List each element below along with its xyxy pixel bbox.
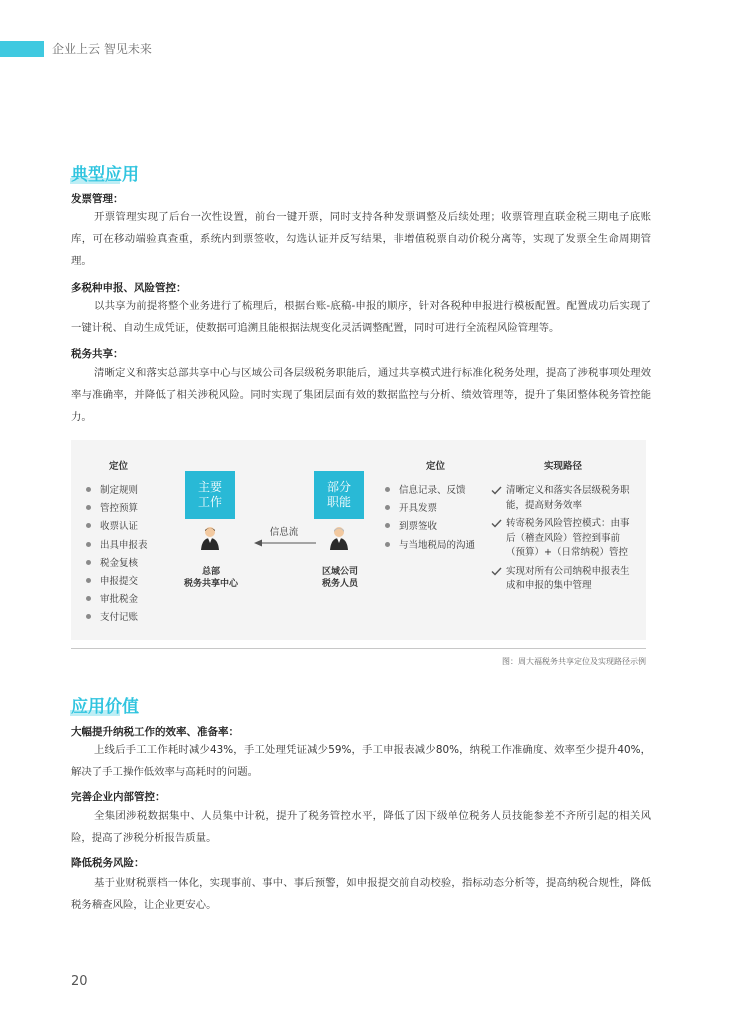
hq-duty-item: 支付记账 xyxy=(86,609,148,627)
figure-caption: 图：周大福税务共享定位及实现路径示例 xyxy=(502,657,646,666)
left-position-heading: 定位 xyxy=(109,461,129,472)
region-caption-line: 区域公司 xyxy=(321,567,358,577)
page-number: 20 xyxy=(71,974,88,989)
hq-duty-item: 出具申报表 xyxy=(86,537,148,555)
subheading-efficiency: 大幅提升纳税工作的效率、准备率： xyxy=(71,726,239,738)
region-duty-item: 与当地税局的沟通 xyxy=(385,537,475,555)
hq-duty-item: 申报提交 xyxy=(86,573,148,591)
figure-divider xyxy=(71,648,646,649)
paragraph-invoice-management: 开票管理实现了后台一次性设置，前台一键开票，同时支持各种发票调整及后续处理；收票管理直联金税三期电子底账库，可在移动端验真查重，系统内到票签收，勾选认证并反写结果，非增值税票自动价税分离等，实现了发票全生命周期管理。 xyxy=(71,211,651,267)
hq-duty-item: 审批税金 xyxy=(86,591,148,609)
region-box-line: 职能 xyxy=(326,495,351,509)
paragraph-tax-risk: 基于业财税票档一体化，实现事前、事中、事后预警，如申报提交前自动校验，指标动态分析等，提高纳税合规性，降低税务稽查风险，让企业更安心。 xyxy=(71,877,651,911)
paragraph-tax-sharing: 清晰定义和落实总部共享中心与区域公司各层级税务职能后，通过共享模式进行标准化税务处理，提高了涉税事项处理效率与准确率，并降低了相关涉税风险。同时实现了集团层面有效的数据监控与分析、绩效管理等，提升了集团整体税务管控能力。 xyxy=(71,367,651,423)
section-title-application-value: 应用价值 xyxy=(71,692,139,717)
subheading-internal-control: 完善企业内部管控： xyxy=(71,791,166,803)
region-person-icon xyxy=(329,526,349,550)
region-caption-line: 税务人员 xyxy=(321,579,358,589)
header-slogan: 企业上云 智见未来 xyxy=(52,42,152,56)
region-caption xyxy=(305,566,375,590)
section-title-typical-applications: 典型应用 xyxy=(71,160,139,185)
hq-person-icon xyxy=(200,526,220,550)
region-duty-item: 到票签收 xyxy=(385,518,475,536)
subheading-tax-sharing: 税务共享： xyxy=(71,348,124,360)
implementation-path-item xyxy=(491,565,631,594)
implementation-path-text: 实现对所有公司纳税申报表生成和申报的集中管理 xyxy=(506,565,630,591)
information-flow-label: 信息流 xyxy=(269,527,299,538)
hq-box-line: 工作 xyxy=(197,495,222,509)
paragraph-efficiency: 上线后手工工作耗时减少43%，手工处理凭证减少59%，手工申报表减少80%，纳税工作准确度、效率至少提升40%，解决了手工操作低效率与高耗时的问题。 xyxy=(71,744,651,778)
subheading-multi-tax-filing: 多税种申报、风险管控： xyxy=(71,282,187,294)
implementation-path-heading: 实现路径 xyxy=(544,461,583,472)
hq-caption xyxy=(176,566,246,590)
hq-duty-item: 制定规则 xyxy=(86,482,148,500)
hq-caption-line: 总部 xyxy=(201,567,220,577)
mid-position-heading: 定位 xyxy=(426,461,446,472)
region-duty-item: 信息记录、反馈 xyxy=(385,482,475,500)
information-flow-arrow-icon xyxy=(254,538,316,548)
check-icon xyxy=(491,567,502,576)
hq-box-line: 主要 xyxy=(197,480,222,494)
check-icon xyxy=(491,519,502,528)
tax-sharing-diagram xyxy=(71,440,646,640)
hq-duty-item: 管控预算 xyxy=(86,500,148,518)
hq-caption-line: 税务共享中心 xyxy=(183,579,238,589)
hq-duty-item: 税金复核 xyxy=(86,555,148,573)
paragraph-multi-tax-filing: 以共享为前提将整个业务进行了梳理后，根据台账-底稿-申报的顺序，针对各税种申报进行模板配置。配置成功后实现了一键计税、自动生成凭证，使数据可追溯且能根据法规变化灵活调整配置，同时可进行全流程风险管理等。 xyxy=(71,300,651,334)
implementation-path-item xyxy=(491,517,631,561)
implementation-path-list xyxy=(491,484,631,598)
region-duty-item: 开具发票 xyxy=(385,500,475,518)
subheading-tax-risk: 降低税务风险： xyxy=(71,857,145,869)
paragraph-internal-control: 全集团涉税数据集中、人员集中计税，提升了税务管控水平，降低了因下级单位税务人员技能参差不齐所引起的相关风险，提高了涉税分析报告质量。 xyxy=(71,810,651,844)
hq-duty-item: 收票认证 xyxy=(86,518,148,536)
hq-duty-list xyxy=(86,482,148,628)
region-partial-duty-box xyxy=(314,471,364,519)
region-box-line: 部分 xyxy=(326,480,351,494)
hq-main-work-box xyxy=(185,471,235,519)
implementation-path-text: 转寄税务风险管控模式：由事后（稽查风险）管控到事前（预算）+（日常纳税）管控 xyxy=(506,518,630,558)
subheading-invoice-management: 发票管理： xyxy=(71,193,124,205)
header-accent-bar xyxy=(0,41,44,57)
check-icon xyxy=(491,486,502,495)
implementation-path-text: 清晰定义和落实各层级税务职能，提高财务效率 xyxy=(506,485,630,511)
implementation-path-item xyxy=(491,484,631,513)
region-duty-list xyxy=(385,482,475,555)
